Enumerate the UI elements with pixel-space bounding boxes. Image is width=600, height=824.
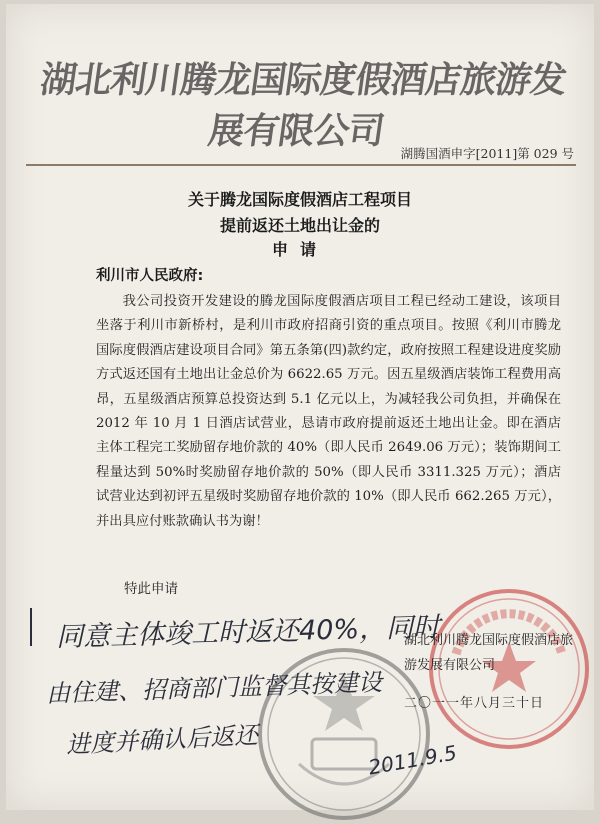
title-line-3: 申请 <box>271 240 328 259</box>
company-letterhead: 湖北利川腾龙国际度假酒店旅游发展有限公司 <box>37 60 569 152</box>
title-line-2: 提前返还土地出让金的 <box>219 216 380 235</box>
handwritten-note-line-2: 由住建、招商部门监督其按建设 <box>45 668 383 708</box>
header-divider <box>26 164 576 166</box>
handwritten-note-line-3: 进度并确认后返还 <box>65 720 259 760</box>
margin-mark <box>30 608 32 646</box>
signature-company: 湖北利川腾龙国际度假酒店旅游发展有限公司 <box>404 633 574 673</box>
signature-date: 二〇一一年八月三十日 <box>404 696 545 711</box>
body-paragraph: 我公司投资开发建设的腾龙国际度假酒店项目工程已经动工建设，该项目坐落于利川市新桥村，是利川市政府招商引资的重点项目。按照《利川市腾龙国际度假酒店建设项目合同》第五条第(四)款约定，政府按照工程建设进度奖励方式返还国有土地出让金总价为 6622.65 万元。因五星级酒店装饰工程费用高昂，五星级酒店预算总投资达到 5.1 亿元以上，为减轻我公司负担，并确保在 2012 年 10 月 1 日酒店试营业，恳请市政府提前返还土地出让金。即在酒店主体工程完工奖励留存地价款的 40%（即人民币 2649.06 万元）；装饰期间工程量达到 50%时奖励留存地价款的 50%（即人民币 3311.325 万元）；酒店试营业达到初评五星级时奖励留存地价款的 10%（即人民币 662.265 万元），并出具应付账款确认书为谢！ <box>96 294 561 529</box>
addressee: 利川市人民政府: <box>96 268 204 284</box>
document-page <box>6 4 594 810</box>
handwritten-date: 2011.9.5 <box>366 740 459 780</box>
closing-phrase: 特此申请 <box>124 581 178 597</box>
title-line-1: 关于腾龙国际度假酒店工程项目 <box>187 190 412 209</box>
document-number: 湖腾国酒申字[2011]第 029 号 <box>400 146 574 161</box>
handwritten-note-line-1: 同意主体竣工时返还40%，同时 <box>55 611 441 654</box>
